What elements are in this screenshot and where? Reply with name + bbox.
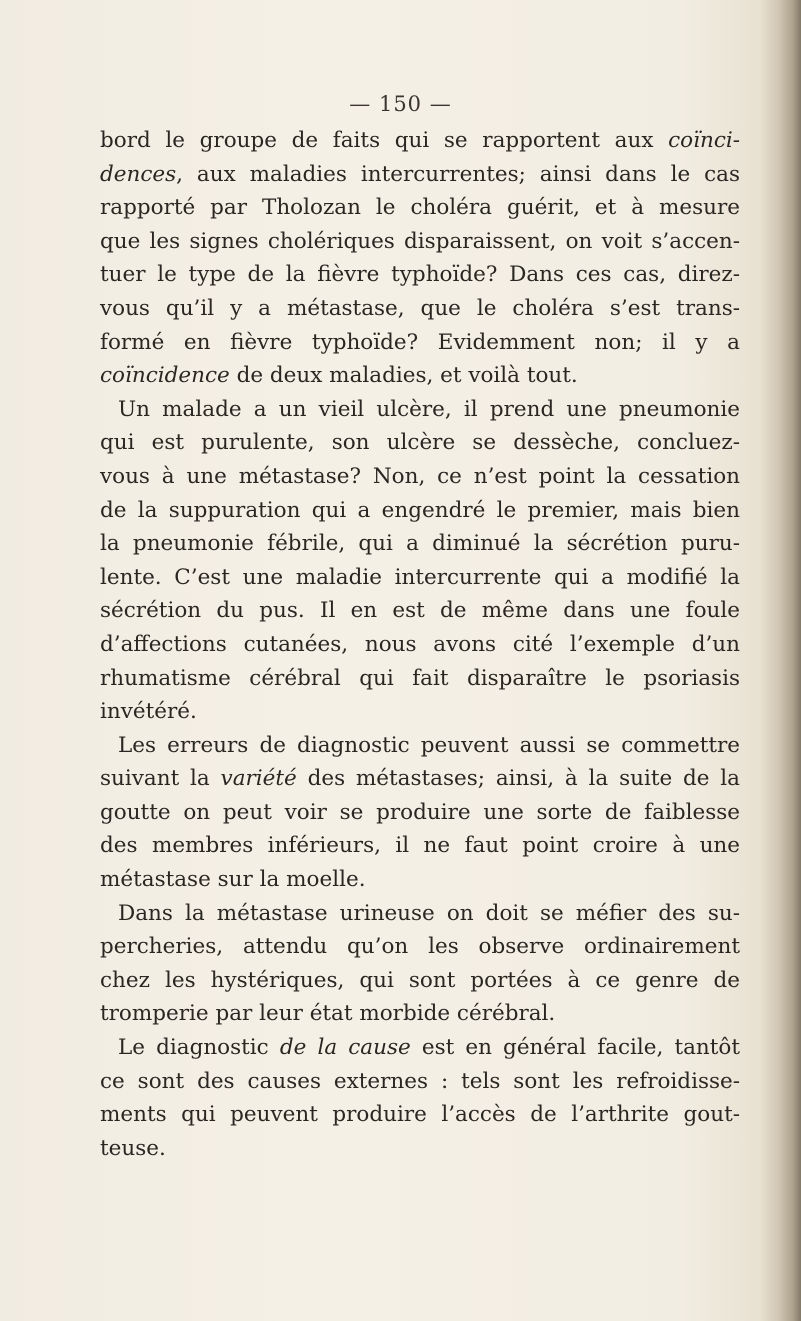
text-line xyxy=(100,695,740,729)
text-line xyxy=(100,258,740,292)
text-run: , aux maladies intercurrentes; ainsi dans le cas xyxy=(176,161,740,187)
text-line xyxy=(100,494,740,528)
text-run: invétéré. xyxy=(100,699,197,725)
text-line xyxy=(100,1031,740,1065)
text-line xyxy=(100,662,740,696)
text-line xyxy=(100,863,740,897)
text-run: vous qu’il y a métastase, que le choléra s’est trans- xyxy=(100,295,740,321)
text-run: ce sont des causes externes : tels sont les refroidisse- xyxy=(100,1068,740,1094)
text-line xyxy=(100,527,740,561)
text-line xyxy=(100,829,740,863)
text-run: Les erreurs de diagnostic peuvent aussi se commettre xyxy=(118,732,740,758)
text-line xyxy=(100,326,740,360)
text-line xyxy=(100,158,740,192)
text-line xyxy=(100,762,740,796)
text-run: Un malade a un vieil ulcère, il prend une pneumonie xyxy=(118,396,740,422)
text-run: des membres inférieurs, il ne faut point croire à une xyxy=(100,833,740,859)
text-run: est en général facile, tantôt xyxy=(410,1035,740,1061)
text-run: qui est purulente, son ulcère se dessèche, concluez- xyxy=(100,430,740,456)
italic-text: de la cause xyxy=(279,1035,411,1061)
text-run: tuer le type de la fièvre typhoïde? Dans ces cas, direz- xyxy=(100,262,740,288)
text-line xyxy=(100,964,740,998)
text-line xyxy=(100,225,740,259)
text-run: la pneumonie fébrile, qui a diminué la sécrétion puru- xyxy=(100,531,740,557)
text-line xyxy=(100,191,740,225)
text-run: Dans la métastase urineuse on doit se méfier des su- xyxy=(118,900,740,926)
text-line xyxy=(100,426,740,460)
italic-text: coïncidence xyxy=(100,363,230,389)
text-run: lente. C’est une maladie intercurrente qui a modifié la xyxy=(100,564,740,590)
text-run: que les signes cholériques disparaissent, on voit s’accen- xyxy=(100,228,740,254)
text-run: rapporté par Tholozan le choléra guérit, et à mesure xyxy=(100,195,740,221)
text-line xyxy=(100,393,740,427)
text-line xyxy=(100,561,740,595)
text-line xyxy=(100,628,740,662)
text-line xyxy=(100,359,740,393)
text-run: bord le groupe de faits qui se rapportent aux xyxy=(100,128,669,153)
text-run: teuse. xyxy=(100,1135,166,1161)
text-line xyxy=(100,930,740,964)
text-run: Le diagnostic xyxy=(118,1035,280,1061)
text-run: goutte on peut voir se produire une sorte de faiblesse xyxy=(100,799,740,825)
text-line xyxy=(100,1098,740,1132)
page-number: — 150 — xyxy=(349,92,452,116)
text-line xyxy=(100,460,740,494)
text-run: sécrétion du pus. Il en est de même dans une foule xyxy=(100,598,740,624)
text-line xyxy=(100,796,740,830)
text-run: des métastases; ainsi, à la suite de la xyxy=(296,766,741,792)
text-line xyxy=(100,729,740,763)
text-run: tromperie par leur état morbide cérébral. xyxy=(100,1001,556,1027)
italic-text: dences xyxy=(100,161,177,187)
text-run: métastase sur la moelle. xyxy=(100,867,366,893)
text-run: vous à une métastase? Non, ce n’est point la cessation xyxy=(100,463,740,489)
text-run: chez les hystériques, qui sont portées à ce genre de xyxy=(100,967,740,993)
text-line xyxy=(100,124,740,158)
text-run: suivant la xyxy=(100,766,221,792)
page-edge-shadow xyxy=(759,0,801,1321)
text-run: de deux maladies, et voilà tout. xyxy=(229,363,578,389)
text-run: d’affections cutanées, nous avons cité l’exemple d’un xyxy=(100,631,740,657)
italic-text: variété xyxy=(220,766,297,792)
text-line xyxy=(100,997,740,1031)
text-run: percheries, attendu qu’on les observe ordinairement xyxy=(100,934,740,960)
italic-text: coïnci- xyxy=(668,128,740,153)
text-run: de la suppuration qui a engendré le premier, mais bien xyxy=(100,497,740,523)
text-line xyxy=(100,292,740,326)
text-line xyxy=(100,897,740,931)
text-line xyxy=(100,594,740,628)
text-line xyxy=(100,1132,740,1166)
text-line xyxy=(100,1065,740,1099)
text-run: rhumatisme cérébral qui fait disparaître le psoriasis xyxy=(100,665,740,691)
text-run: ments qui peuvent produire l’accès de l’arthrite gout- xyxy=(100,1102,740,1128)
text-run: formé en fièvre typhoïde? Evidemment non; il y a xyxy=(100,329,740,355)
body-text xyxy=(100,124,740,1165)
